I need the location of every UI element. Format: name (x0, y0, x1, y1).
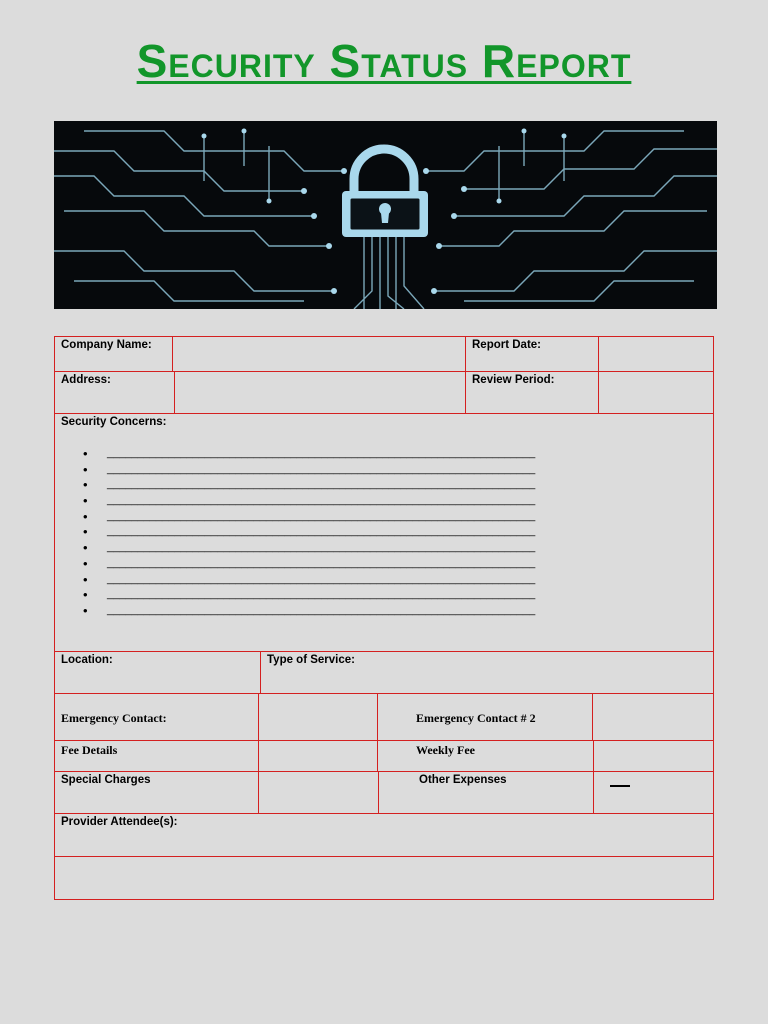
report-date-label: Report Date: (472, 339, 542, 351)
concern-list (83, 446, 535, 619)
security-banner-image (54, 121, 717, 309)
address-field[interactable] (174, 371, 466, 414)
other-expenses-label-cell (378, 771, 594, 814)
security-concerns-section[interactable] (54, 413, 714, 652)
type-of-service-cell[interactable] (260, 651, 714, 694)
security-concerns-label: Security Concerns: (61, 416, 167, 428)
page-title: Security Status Report (136, 35, 632, 87)
weekly-fee-label: Weekly Fee (416, 743, 475, 757)
report-date-label-cell (465, 336, 599, 372)
review-period-label: Review Period: (472, 374, 555, 386)
emergency-contact-label: Emergency Contact: (61, 711, 167, 725)
concern-line[interactable]: • ______________________________________________________________________ (83, 446, 535, 462)
emergency-contact-2-label-cell (377, 693, 593, 741)
other-expenses-label: Other Expenses (419, 774, 507, 786)
provider-attendees-field[interactable] (54, 856, 714, 900)
fee-details-label: Fee Details (61, 743, 118, 757)
emergency-contact-label-cell (54, 693, 259, 741)
weekly-fee-field[interactable] (593, 740, 714, 772)
emergency-contact-2-label: Emergency Contact # 2 (416, 711, 536, 725)
company-name-label-cell (54, 336, 173, 372)
type-of-service-label: Type of Service: (267, 654, 355, 666)
review-period-field[interactable] (598, 371, 714, 414)
special-charges-label-cell (54, 771, 259, 814)
company-name-label: Company Name: (61, 339, 152, 351)
concern-line[interactable]: • ______________________________________________________________________ (83, 462, 535, 478)
provider-attendees-label: Provider Attendee(s): (61, 816, 178, 828)
concern-line[interactable]: • ______________________________________________________________________ (83, 477, 535, 493)
address-label-cell (54, 371, 175, 414)
concern-line[interactable]: • ______________________________________________________________________ (83, 603, 535, 619)
fee-details-label-cell (54, 740, 259, 772)
concern-line[interactable]: • ______________________________________________________________________ (83, 587, 535, 603)
concern-line[interactable]: • ______________________________________________________________________ (83, 509, 535, 525)
other-expenses-field[interactable] (593, 771, 714, 814)
emergency-contact-field[interactable] (258, 693, 378, 741)
concern-line[interactable]: • ______________________________________________________________________ (83, 540, 535, 556)
company-name-field[interactable] (172, 336, 466, 372)
dash-mark (610, 785, 630, 787)
report-date-field[interactable] (598, 336, 714, 372)
special-charges-label: Special Charges (61, 774, 151, 786)
address-label: Address: (61, 374, 111, 386)
report-form (54, 336, 714, 900)
concern-line[interactable]: • ______________________________________________________________________ (83, 493, 535, 509)
concern-line[interactable]: • ______________________________________________________________________ (83, 556, 535, 572)
emergency-contact-2-field[interactable] (592, 693, 714, 741)
location-cell[interactable] (54, 651, 261, 694)
padlock-circuit-icon (54, 121, 717, 309)
weekly-fee-label-cell (377, 740, 594, 772)
provider-attendees-cell[interactable] (54, 813, 714, 857)
special-charges-field[interactable] (258, 771, 379, 814)
fee-details-field[interactable] (258, 740, 378, 772)
concern-line[interactable]: • ______________________________________________________________________ (83, 572, 535, 588)
concern-line[interactable]: • ______________________________________________________________________ (83, 524, 535, 540)
location-label: Location: (61, 654, 113, 666)
review-period-label-cell (465, 371, 599, 414)
